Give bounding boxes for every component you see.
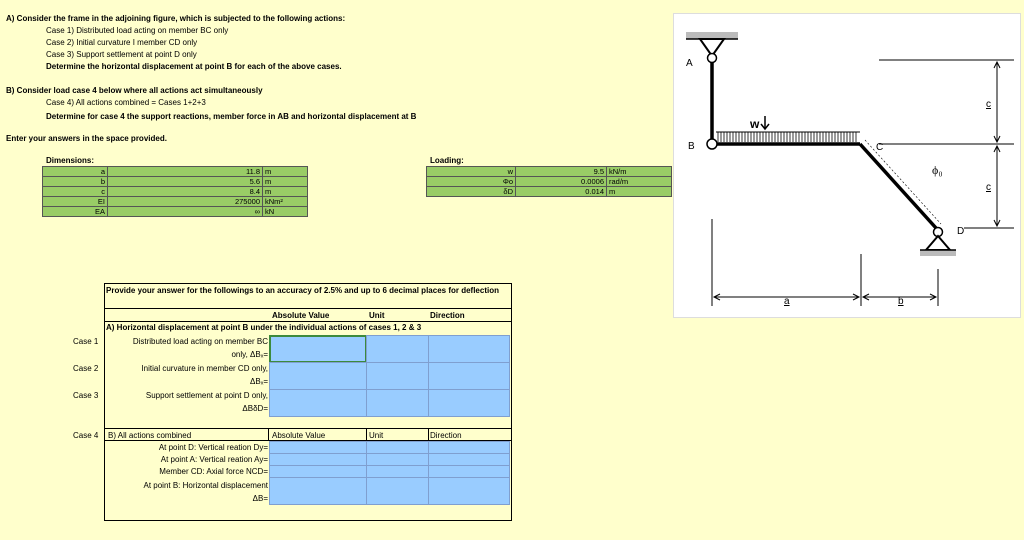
case3-absolute-value-input[interactable]: [269, 389, 367, 417]
col-absolute-value: Absolute Value: [272, 311, 330, 320]
case3-desc1: Support settlement at point D only,: [145, 391, 268, 400]
load-name: δD: [427, 187, 516, 197]
case3-unit-input[interactable]: [366, 389, 429, 417]
hinge-b: [707, 139, 717, 149]
col-unit: Unit: [369, 311, 385, 320]
table-row: [427, 167, 672, 177]
case2-absolute-value-input[interactable]: [269, 362, 367, 390]
case1-desc2: only, ΔBₓ=: [231, 350, 268, 359]
member-cd: [860, 144, 936, 228]
label-w: w: [750, 117, 760, 131]
loading-table: [426, 166, 672, 197]
dim-name: a: [43, 167, 108, 177]
table-row: [43, 187, 308, 197]
label-phi: ϕ₀: [932, 163, 943, 177]
b-row-dy-label: At point D: Vertical reation Dy=: [158, 443, 268, 452]
case4-label: Case 4: [73, 431, 99, 440]
case2-desc1: Initial curvature in member CD only,: [141, 364, 268, 373]
dim-value[interactable]: 11.8: [108, 167, 263, 177]
dim-value[interactable]: 5.6: [108, 177, 263, 187]
divider: [104, 428, 511, 429]
case3-direction-input[interactable]: [428, 389, 510, 417]
label-d: D: [957, 226, 965, 237]
b-row-ncd-label: Member CD: Axial force NCD=: [159, 467, 268, 476]
top-support-hatch: [686, 32, 738, 39]
col-absolute-value-b: Absolute Value: [272, 431, 326, 440]
case2-text: Case 2) Initial curvature I member CD only: [46, 38, 198, 47]
section-b-title: B) All actions combined: [108, 431, 192, 440]
dim-c-upper-label: c: [986, 99, 991, 110]
divider: [366, 428, 367, 440]
load-value[interactable]: 0.0006: [516, 177, 607, 187]
frame-diagram: [673, 13, 1021, 318]
db-absolute-value-input[interactable]: [269, 477, 367, 505]
load-unit: m: [607, 187, 672, 197]
dim-value[interactable]: 8.4: [108, 187, 263, 197]
dim-name: c: [43, 187, 108, 197]
answer-instruction: Provide your answer for the followings to an accuracy of 2.5% and up to 6 decimal places for deflection: [106, 286, 499, 295]
table-row: [43, 177, 308, 187]
loading-title: Loading:: [430, 156, 464, 165]
divider: [104, 321, 511, 322]
db-unit-input[interactable]: [366, 477, 429, 505]
hinge-a: [708, 54, 717, 63]
case1-label: Case 1: [73, 337, 99, 346]
case3-text: Case 3) Support settlement at point D only: [46, 50, 197, 59]
table-row: [427, 177, 672, 187]
b-row-db-label2: ΔB=: [252, 494, 268, 503]
dim-c-lower-label: c: [986, 182, 991, 193]
part-b-task: Determine for case 4 the support reactions, member force in AB and horizontal displacement at B: [46, 112, 417, 121]
dim-name: EI: [43, 197, 108, 207]
label-a: A: [686, 58, 693, 69]
load-name: w: [427, 167, 516, 177]
table-row: [43, 167, 308, 177]
distributed-load-icon: [716, 132, 860, 142]
divider: [104, 308, 511, 309]
bottom-support-hatch: [920, 250, 956, 256]
dim-name: b: [43, 177, 108, 187]
b-row-ay-label: At point A: Vertical reation Ay=: [160, 455, 268, 464]
dim-unit: m: [263, 177, 308, 187]
dim-unit: m: [263, 187, 308, 197]
case2-label: Case 2: [73, 364, 99, 373]
case1-text: Case 1) Distributed load acting on member BC only: [46, 26, 229, 35]
case1-absolute-value-input[interactable]: [269, 335, 367, 363]
section-a-title: A) Horizontal displacement at point B under the individual actions of cases 1, 2 & 3: [106, 323, 422, 332]
dim-unit: m: [263, 167, 308, 177]
enter-answers-text: Enter your answers in the space provided.: [6, 134, 167, 143]
load-unit: rad/m: [607, 177, 672, 187]
pin-support-d-icon: [926, 236, 950, 250]
dim-value[interactable]: 275000: [108, 197, 263, 207]
dim-unit: kN: [263, 207, 308, 217]
col-unit-b: Unit: [369, 431, 384, 440]
table-row: [427, 187, 672, 197]
case1-unit-input[interactable]: [366, 335, 429, 363]
load-unit: kN/m: [607, 167, 672, 177]
dimensions-table: [42, 166, 308, 217]
b-row-db-label1: At point B: Horizontal displacement: [143, 481, 268, 490]
case2-unit-input[interactable]: [366, 362, 429, 390]
case4-text: Case 4) All actions combined = Cases 1+2+3: [46, 98, 206, 107]
label-c: C: [876, 142, 884, 153]
case2-desc2: ΔBₓ=: [250, 377, 268, 386]
case1-desc1: Distributed load acting on member BC: [132, 337, 268, 346]
db-direction-input[interactable]: [428, 477, 510, 505]
divider: [268, 428, 269, 440]
dim-unit: kNm²: [263, 197, 308, 207]
case1-direction-input[interactable]: [428, 335, 510, 363]
table-row: [43, 197, 308, 207]
table-row: [43, 207, 308, 217]
load-value[interactable]: 9.5: [516, 167, 607, 177]
divider: [428, 428, 429, 440]
col-direction-b: Direction: [430, 431, 462, 440]
load-value[interactable]: 0.014: [516, 187, 607, 197]
case3-desc2: ΔBδD=: [242, 404, 268, 413]
part-a-task: Determine the horizontal displacement at point B for each of the above cases.: [46, 62, 342, 71]
dim-b-label: b: [898, 296, 904, 307]
dim-name: EA: [43, 207, 108, 217]
case3-label: Case 3: [73, 391, 99, 400]
case2-direction-input[interactable]: [428, 362, 510, 390]
frame-svg: [674, 14, 1020, 317]
dim-a-label: a: [784, 296, 790, 307]
col-direction: Direction: [430, 311, 465, 320]
load-name: Φo: [427, 177, 516, 187]
part-a-title: A) Consider the frame in the adjoining figure, which is subjected to the following actions:: [6, 14, 346, 23]
label-b: B: [688, 141, 695, 152]
part-b-title: B) Consider load case 4 below where all actions act simultaneously: [6, 86, 263, 95]
dimensions-title: Dimensions:: [46, 156, 95, 165]
dim-value[interactable]: ∞: [108, 207, 263, 217]
